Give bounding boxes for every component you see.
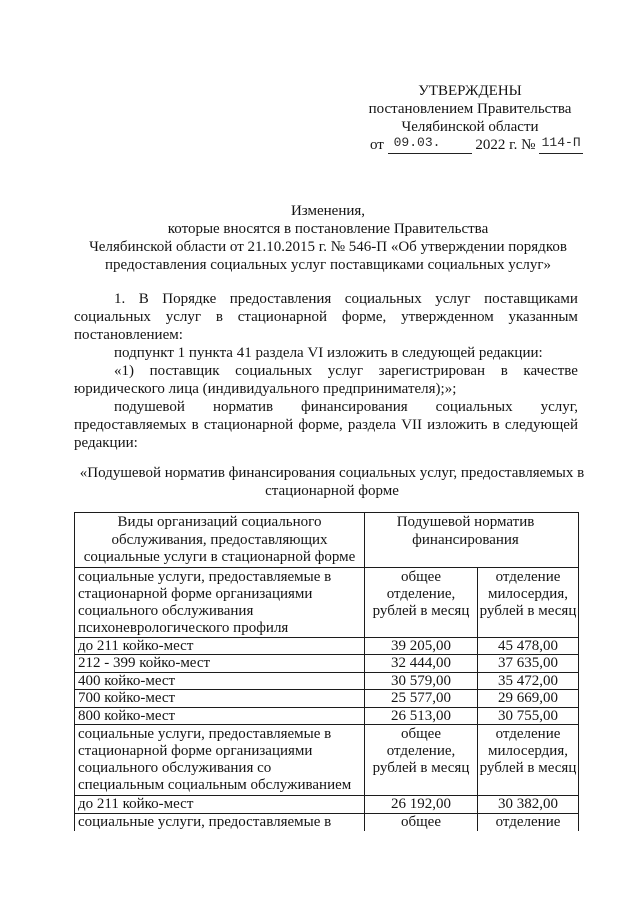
word: социальных (435, 399, 513, 415)
cell-line: милосердия, (488, 743, 568, 759)
word: следующей (504, 417, 578, 433)
row-general-ward-norm: 30 579,00 (365, 673, 478, 690)
section-2-mercy-ward-header (478, 725, 579, 796)
row-general-ward-norm: 26 192,00 (365, 796, 478, 814)
word: в (191, 417, 199, 433)
cell-line: общее (401, 726, 441, 742)
word: услуг (435, 291, 471, 307)
word: предоставляемых (74, 417, 187, 433)
cell-line: милосердия, (488, 586, 568, 602)
cell-line: финансирования (412, 531, 519, 548)
number-blank (539, 135, 583, 154)
cell-line: Виды организаций социального (117, 514, 322, 530)
cell-line: социального обслуживания со (78, 760, 272, 776)
word: качестве (523, 363, 578, 379)
instruction-1-line-1: подпункт 1 пункта 41 раздела VI изложить в следующей редакции: (114, 345, 543, 361)
word: «1) (114, 363, 134, 379)
cell-line: Подушевой норматив (396, 514, 535, 530)
table-caption (70, 464, 594, 500)
caption-line-1: «Подушевой норматив финансирования социальных услуг, предоставляемых в (79, 465, 585, 481)
section-3-mercy-ward-header (478, 814, 579, 831)
heading-line-3: Челябинской области от 21.10.2015 г. № 546-П «Об утверждении порядков (89, 239, 567, 255)
cell-line: стационарной форме организациями (78, 586, 313, 602)
heading-line-4: предоставления социальных услуг поставщиками социальных услуг» (104, 257, 552, 273)
item-1-line-1 (74, 290, 578, 308)
word: норматив (212, 399, 274, 415)
word: VII (401, 417, 423, 433)
row-mercy-ward-norm: 35 472,00 (478, 673, 579, 690)
cell-line: отделение, (386, 743, 456, 759)
row-general-ward-norm: 32 444,00 (365, 655, 478, 673)
word: В (138, 291, 149, 307)
word: поставщиками (484, 291, 578, 307)
section-2-general-ward-header (365, 725, 478, 796)
row-capacity: 212 - 399 койко-мест (75, 655, 365, 673)
word: финансирования (301, 399, 408, 415)
word: предоставления (229, 291, 332, 307)
cell-line: рублей в месяц (479, 760, 577, 776)
word: социальных (235, 363, 313, 379)
cell-line: рублей в месяц (479, 603, 577, 619)
row-mercy-ward-norm: 45 478,00 (478, 638, 579, 655)
cell-line: рублей в месяц (372, 603, 470, 619)
cell-line: отделение (495, 726, 561, 742)
word: в (500, 363, 508, 379)
heading-line-2: которые вносятся в постановление Правительства (167, 221, 489, 237)
word: стационарной (237, 309, 328, 325)
number-value: 114-П (541, 135, 581, 150)
per-capita-funding-table (74, 512, 579, 831)
cell-line: общее (401, 814, 441, 830)
section-3-general-ward-header (365, 814, 478, 831)
cell-line: психоневрологического профиля (78, 620, 289, 636)
approval-title: УТВЕРЖДЕНЫ (418, 83, 522, 99)
date-prefix: от (370, 137, 384, 153)
cell-line: рублей в месяц (372, 760, 470, 776)
word: в (215, 309, 223, 325)
approval-line-1: постановлением Правительства (368, 101, 572, 117)
caption-line-2: стационарной форме (265, 483, 399, 499)
cell-line: стационарной форме организациями (78, 743, 313, 759)
cell-line: социального обслуживания (78, 603, 254, 619)
row-mercy-ward-norm: 30 382,00 (478, 796, 579, 814)
word: утвержденном (401, 309, 494, 325)
word: социальных (74, 309, 151, 325)
item-1-line-2 (74, 308, 578, 326)
cell-line: социальные услуги, предоставляемые в (78, 814, 332, 830)
cell-line: отделение, (386, 586, 456, 602)
header-organization-types (75, 513, 365, 568)
cell-line: социальные услуги в стационарной форме (83, 549, 356, 565)
cell-line: отделение (495, 569, 561, 585)
word: социальных (344, 291, 422, 307)
row-capacity: до 211 койко-мест (75, 796, 365, 814)
word: 1. (114, 291, 126, 307)
row-general-ward-norm: 26 513,00 (365, 708, 478, 725)
word: подушевой (114, 399, 185, 415)
row-mercy-ward-norm: 29 669,00 (478, 690, 579, 708)
header-per-capita-norm (365, 513, 579, 568)
document-heading (74, 202, 582, 274)
approval-line-2: Челябинской области (401, 119, 539, 135)
quote-1-line-2: юридического лица (индивидуального предпринимателя);»; (74, 381, 457, 397)
cell-line: специальным социальным обслуживанием (78, 777, 352, 793)
word: поставщик (149, 363, 220, 379)
instruction-2-line-3: редакции: (74, 435, 138, 451)
row-capacity: 800 койко-мест (75, 708, 365, 725)
row-capacity: 700 койко-мест (75, 690, 365, 708)
row-general-ward-norm: 39 205,00 (365, 638, 478, 655)
word: услуг, (540, 399, 578, 415)
cell-line: общее (401, 569, 441, 585)
row-capacity: 400 койко-мест (75, 673, 365, 690)
date-value: 09.03. (393, 135, 441, 150)
instruction-2-line-2 (74, 416, 578, 434)
section-2-organization-type (75, 725, 365, 796)
section-1-organization-type (75, 568, 365, 638)
word: форме, (298, 417, 343, 433)
cell-line: обслуживания, предоставляющих (111, 531, 328, 548)
word: Порядке (162, 291, 217, 307)
cell-line: социальные услуги, предоставляемые в (78, 726, 332, 742)
word: услуг (165, 309, 202, 325)
section-1-general-ward-header (365, 568, 478, 638)
word: зарегистрирован (378, 363, 486, 379)
amendment-body (74, 290, 578, 452)
heading-line-1: Изменения, (290, 203, 366, 219)
word: услуг (327, 363, 364, 379)
row-capacity: до 211 койко-мест (75, 638, 365, 655)
word: в (492, 417, 500, 433)
word: указанным (508, 309, 578, 325)
row-mercy-ward-norm: 30 755,00 (478, 708, 579, 725)
item-1-line-3: постановлением: (74, 327, 183, 343)
year-label: 2022 г. № (475, 137, 536, 153)
word: стационарной (203, 417, 294, 433)
approval-date-line (360, 136, 580, 154)
date-blank (388, 135, 472, 154)
word: раздела (347, 417, 397, 433)
row-general-ward-norm: 25 577,00 (365, 690, 478, 708)
cell-line: социальные услуги, предоставляемые в (78, 569, 332, 585)
word: изложить (427, 417, 488, 433)
section-1-mercy-ward-header (478, 568, 579, 638)
section-3-organization-type (75, 814, 365, 831)
quote-1-line-1 (74, 362, 578, 380)
approval-block (360, 82, 580, 154)
instruction-2-line-1 (74, 398, 578, 416)
word: форме, (341, 309, 387, 325)
row-mercy-ward-norm: 37 635,00 (478, 655, 579, 673)
cell-line: отделение (495, 814, 561, 830)
